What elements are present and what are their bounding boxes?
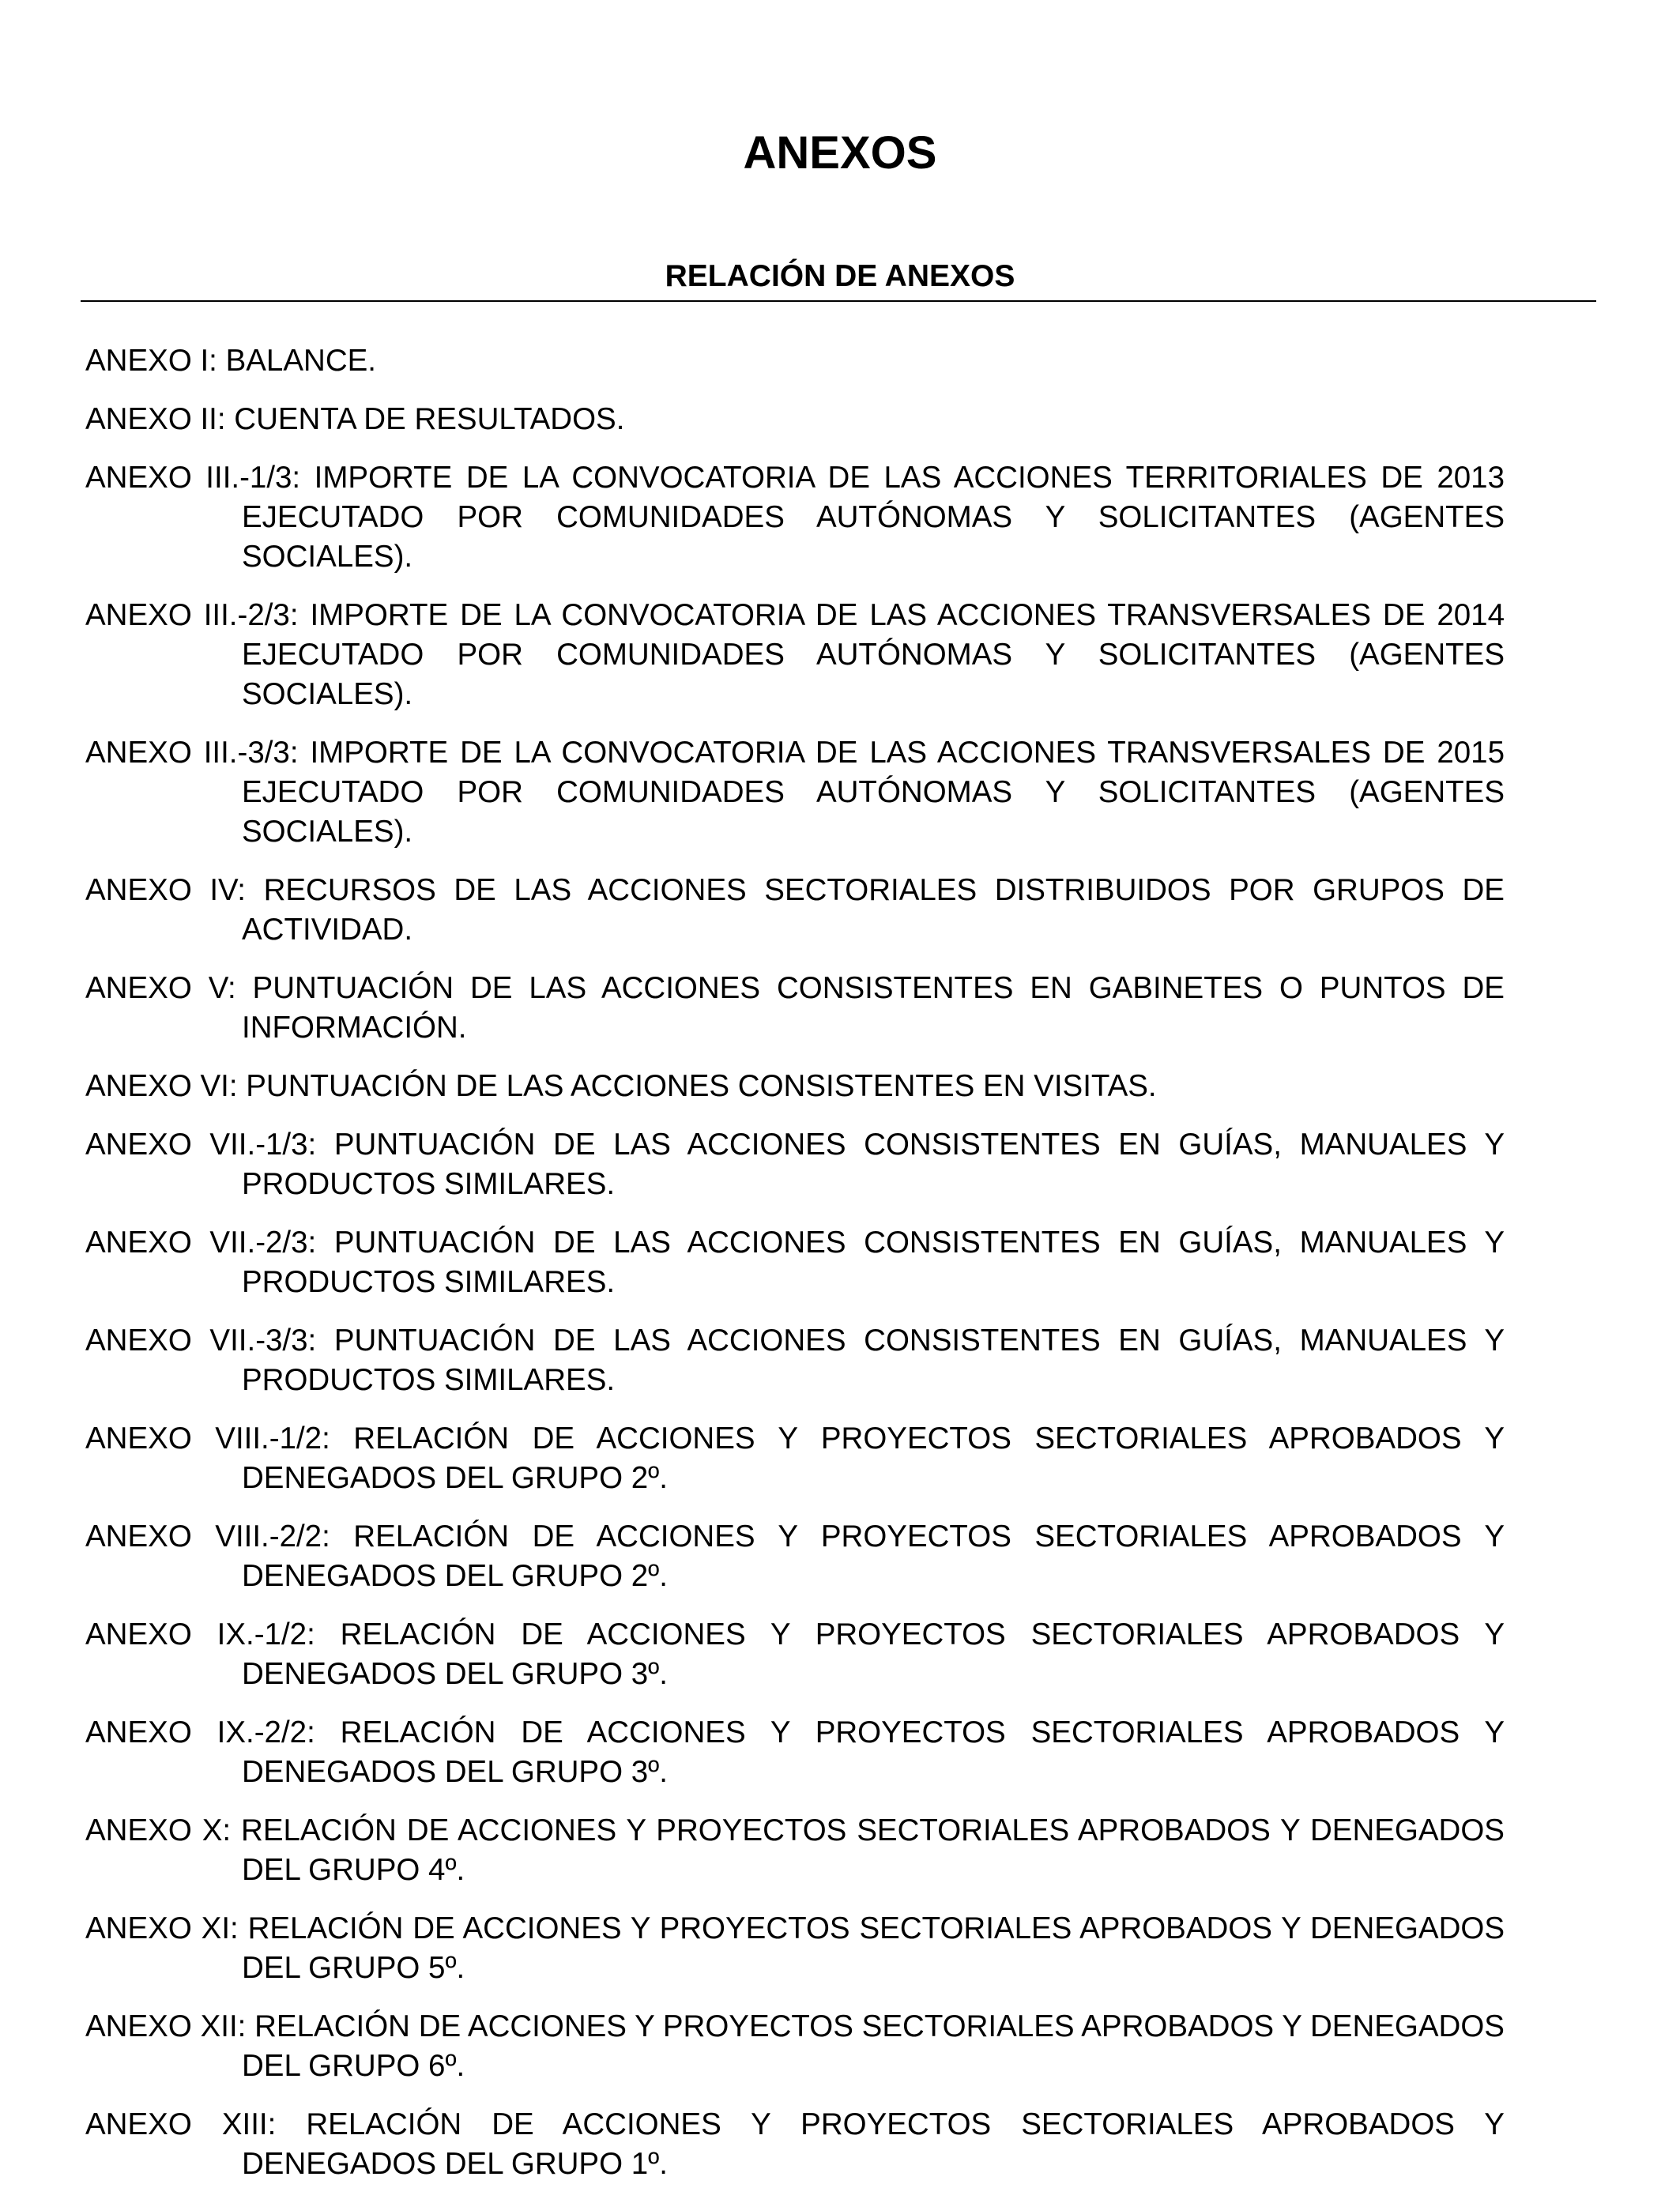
annex-item-vi: ANEXO VI: PUNTUACIÓN DE LAS ACCIONES CONSISTENTES EN VISITAS. — [85, 1069, 1157, 1103]
annex-item-viii-1: ANEXO VIII.-1/2: RELACIÓN DE ACCIONES Y PROYECTOS SECTORIALES APROBADOS Y DENEGADOS DEL GRUPO 2º. — [85, 1422, 1505, 1495]
section-title: RELACIÓN DE ANEXOS — [665, 259, 1015, 293]
annex-item-iv: ANEXO IV: RECURSOS DE LAS ACCIONES SECTORIALES DISTRIBUIDOS POR GRUPOS DE ACTIVIDAD. — [85, 873, 1505, 947]
annex-item-xii: ANEXO XII: RELACIÓN DE ACCIONES Y PROYECTOS SECTORIALES APROBADOS Y DENEGADOS DEL GRUPO 6º. — [85, 2009, 1505, 2083]
annex-list — [85, 341, 1505, 2203]
annex-item-vii-3: ANEXO VII.-3/3: PUNTUACIÓN DE LAS ACCIONES CONSISTENTES EN GUÍAS, MANUALES Y PRODUCTOS SIMILARES. — [85, 1324, 1505, 1397]
annex-item-i: ANEXO I: BALANCE. — [85, 344, 377, 378]
annex-item-xiii: ANEXO XIII: RELACIÓN DE ACCIONES Y PROYECTOS SECTORIALES APROBADOS Y DENEGADOS DEL GRUPO 1º. — [85, 2107, 1505, 2181]
section-divider — [81, 300, 1596, 302]
annex-item-vii-1: ANEXO VII.-1/3: PUNTUACIÓN DE LAS ACCIONES CONSISTENTES EN GUÍAS, MANUALES Y PRODUCTOS SIMILARES. — [85, 1128, 1505, 1201]
annex-item-v: ANEXO V: PUNTUACIÓN DE LAS ACCIONES CONSISTENTES EN GABINETES O PUNTOS DE INFORMACIÓN. — [85, 971, 1505, 1045]
annex-item-iii-2: ANEXO III.-2/3: IMPORTE DE LA CONVOCATORIA DE LAS ACCIONES TRANSVERSALES DE 2014 EJECUTADO POR COMUNIDADES AUTÓNOMAS Y SOLICITANTES (AGENTES SOCIALES). — [85, 598, 1505, 711]
annex-item-ix-1: ANEXO IX.-1/2: RELACIÓN DE ACCIONES Y PROYECTOS SECTORIALES APROBADOS Y DENEGADOS DEL GRUPO 3º. — [85, 1617, 1505, 1691]
annex-item-xi: ANEXO XI: RELACIÓN DE ACCIONES Y PROYECTOS SECTORIALES APROBADOS Y DENEGADOS DEL GRUPO 5º. — [85, 1911, 1505, 1985]
annex-item-ix-2: ANEXO IX.-2/2: RELACIÓN DE ACCIONES Y PROYECTOS SECTORIALES APROBADOS Y DENEGADOS DEL GRUPO 3º. — [85, 1715, 1505, 1789]
annex-item-iii-3: ANEXO III.-3/3: IMPORTE DE LA CONVOCATORIA DE LAS ACCIONES TRANSVERSALES DE 2015 EJECUTADO POR COMUNIDADES AUTÓNOMAS Y SOLICITANTES (AGENTES SOCIALES). — [85, 736, 1505, 849]
annex-item-viii-2: ANEXO VIII.-2/2: RELACIÓN DE ACCIONES Y PROYECTOS SECTORIALES APROBADOS Y DENEGADOS DEL GRUPO 2º. — [85, 1520, 1505, 1593]
annex-item-ii: ANEXO II: CUENTA DE RESULTADOS. — [85, 402, 625, 436]
page-title: ANEXOS — [743, 127, 937, 179]
annex-item-vii-2: ANEXO VII.-2/3: PUNTUACIÓN DE LAS ACCIONES CONSISTENTES EN GUÍAS, MANUALES Y PRODUCTOS SIMILARES. — [85, 1226, 1505, 1299]
annex-item-x: ANEXO X: RELACIÓN DE ACCIONES Y PROYECTOS SECTORIALES APROBADOS Y DENEGADOS DEL GRUPO 4º. — [85, 1813, 1505, 1887]
annex-item-iii-1: ANEXO III.-1/3: IMPORTE DE LA CONVOCATORIA DE LAS ACCIONES TERRITORIALES DE 2013 EJECUTADO POR COMUNIDADES AUTÓNOMAS Y SOLICITANTES (AGENTES SOCIALES). — [85, 461, 1505, 574]
